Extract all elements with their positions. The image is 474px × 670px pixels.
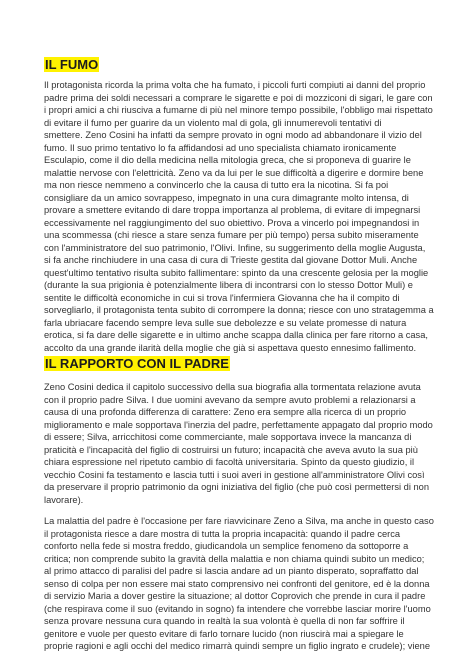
paragraph-il-fumo: [44, 79, 436, 354]
text-line: con il proprio padre Silva. I due uomini avevano da sempre avuto problemi a relazionarsi a: [44, 394, 416, 405]
section-heading-highlight: IL RAPPORTO CON IL PADRE: [45, 356, 229, 371]
text-line: miglioramento e male sopportava l'inerzia del padre, perfettamente appagato dal proprio modo: [44, 419, 433, 430]
text-line: La malattia del padre è l'occasione per fare riavvicinare Zeno a Silva, ma anche in questo caso: [44, 516, 434, 526]
text-line: senso di colpa per non essere mai stato comprensivo nei confronti del genitore, ed è la donna: [44, 578, 430, 589]
text-line: eccessivamente nel raggiungimento del suo obiettivo. Prova a vincerlo poi impegnandosi in: [44, 217, 420, 228]
text-line: Il protagonista ricorda la prima volta che ha fumato, i piccoli furti compiuti ai danni del proprio: [44, 80, 426, 90]
text-line: genitore e vuole per questo evitare di farlo tornare lucido (non riuscirà mai a spiegare le: [44, 628, 404, 639]
text-line: da preservare il proprio patrimonio da ogni iniziativa del figlio (che può così permettersi di non: [44, 482, 429, 492]
section-heading-il-fumo: [44, 57, 99, 73]
text-line: i propri amici a chi riusciva a fumarne di più nel minore tempo possibile, l'obbligo mai rispettato: [44, 105, 433, 115]
text-line: fumo. Il suo primo tentativo lo fa affidandosi ad uno specialista chiamato ironicamente: [44, 142, 397, 153]
text-line: smettere. Zeno Cosini ha infatti da sempre provato in ogni modo ad abbandonare il vizio del: [44, 130, 422, 140]
text-line: di evitare il fumo per guarire da un violento mal di gola, gli innumerevoli tentativi di: [44, 117, 382, 128]
text-line: conforto nella fede si mostra freddo, giudicandola un semplice fenomeno da sottoporre a: [44, 541, 409, 551]
text-line: al primo attacco di paralisi del padre si lascia andare ad un pianto disperato, sopraffatto dal: [44, 566, 419, 576]
text-line: padre prima dei soldi necessari a comprare le sigarette e poi di mozziconi di sigari, le gare con: [44, 92, 433, 103]
paragraph-rapporto-padre-1: [44, 381, 436, 506]
text-line: proprie ragioni e agli occhi del medico rimarrà quindi sempre un figlio ingrato e crudele); viene: [44, 641, 431, 651]
text-line: provare a smettere evitando di dare troppa importanza al problema, di evitare di impegnarsi: [44, 205, 421, 215]
text-line: sentite le difficoltà economiche in cui si trova l'infermiera Giovanna che ha il compito di: [44, 292, 400, 303]
paragraph-rapporto-padre-2: [44, 515, 436, 653]
text-line: Zeno Cosini dedica il capitolo successivo della sua biografia alla tormentata relazione avuta: [44, 382, 421, 392]
text-line: causa di una profonda differenza di carattere: Zeno era sempre alla ricerca di un proprio: [44, 407, 407, 417]
text-line: quest'ultimo tentativo risulta subito fallimentare: spinto da una crescente gelosia per la moglie: [44, 267, 429, 278]
text-line: praticità e l'incapacità del figlio di costruirsi un futuro; incapacità che aveva avuto la sua più: [44, 444, 418, 455]
text-line: Esculapio, come il dio della medicina nella mitologia greca, che si proponeva di guarire le: [44, 155, 411, 165]
text-line: ma non riesce nemmeno a convincerlo che la causa di tutto era la nicotina. Si fa poi: [44, 180, 389, 190]
text-line: lavorare).: [44, 494, 84, 505]
text-line: senza provare nessuna cura quando in realtà la sua volontà è quella di non far soffrire il: [44, 616, 405, 626]
text-line: (durante la sua prigionia è potenzialmente libera di incontrarsi con lo stesso Dottor Muli) e: [44, 280, 413, 290]
text-line: malattie nervose con l'elettricità. Zeno va da lui per le sue difficoltà a digerire e dormire bene: [44, 167, 424, 178]
section-heading-highlight: IL FUMO: [45, 57, 99, 72]
text-line: critica; non comprende subito la gravità della malattia e non chiama quindi subito un medico;: [44, 553, 425, 564]
text-line: di essere; Silva, arricchitosi come commerciante, male sopportava invece la mancanza di: [44, 432, 412, 442]
text-line: (che respirava come il suo (evitando in sogno) fa intendere che vorrebbe lasciar morire l'uomo: [44, 603, 431, 614]
text-line: una scommessa (chi riesce a stare senza fumare per più tempo) persa subito miseramente: [44, 230, 419, 240]
text-line: si fa anche rinchiudere in una casa di cura di Trieste gestita dal giovane Dottor Muli. Anche: [44, 255, 418, 265]
text-line: di servizio Maria a dover gestire la situazione; al dottor Coprovich che prende in cura il padre: [44, 591, 426, 601]
text-line: chiara espressione nel ripetuto cambio di facoltà universitaria. Spinto da questo giudizio, il: [44, 457, 415, 467]
text-line: consigliare da un amico sovrappeso, impegnato in una cura dimagrante molto intensa, di: [44, 192, 409, 203]
text-line: sorvegliarlo, il protagonista tenta subito di corrompere la donna; riesce con uno stratagemma a: [44, 305, 434, 315]
text-line: il protagonista riesce a dare mostra di tutta la propria incapacità: quando il padre cerca: [44, 528, 401, 539]
text-line: erotica, si fa dare delle sigarette e in ultimo anche scappa dalla clinica per fare ritorno a casa,: [44, 330, 428, 340]
text-line: con l'amministratore del suo patrimonio, l'Olivi. Infine, su suggerimento della moglie Augusta,: [44, 242, 426, 253]
text-line: farla ubriacare facendo sempre leva sulle sue debolezze e su velate promesse di natura: [44, 317, 407, 328]
section-heading-rapporto-padre: [44, 356, 230, 372]
text-line: accolto da una grande ilarità della moglie che già si aspettava questo ennesimo fallimento.: [44, 342, 417, 353]
text-line: vecchio Cosini fa testamento e lascia tutti i suoi averi in gestione all'amministratore Olivi così: [44, 469, 425, 480]
